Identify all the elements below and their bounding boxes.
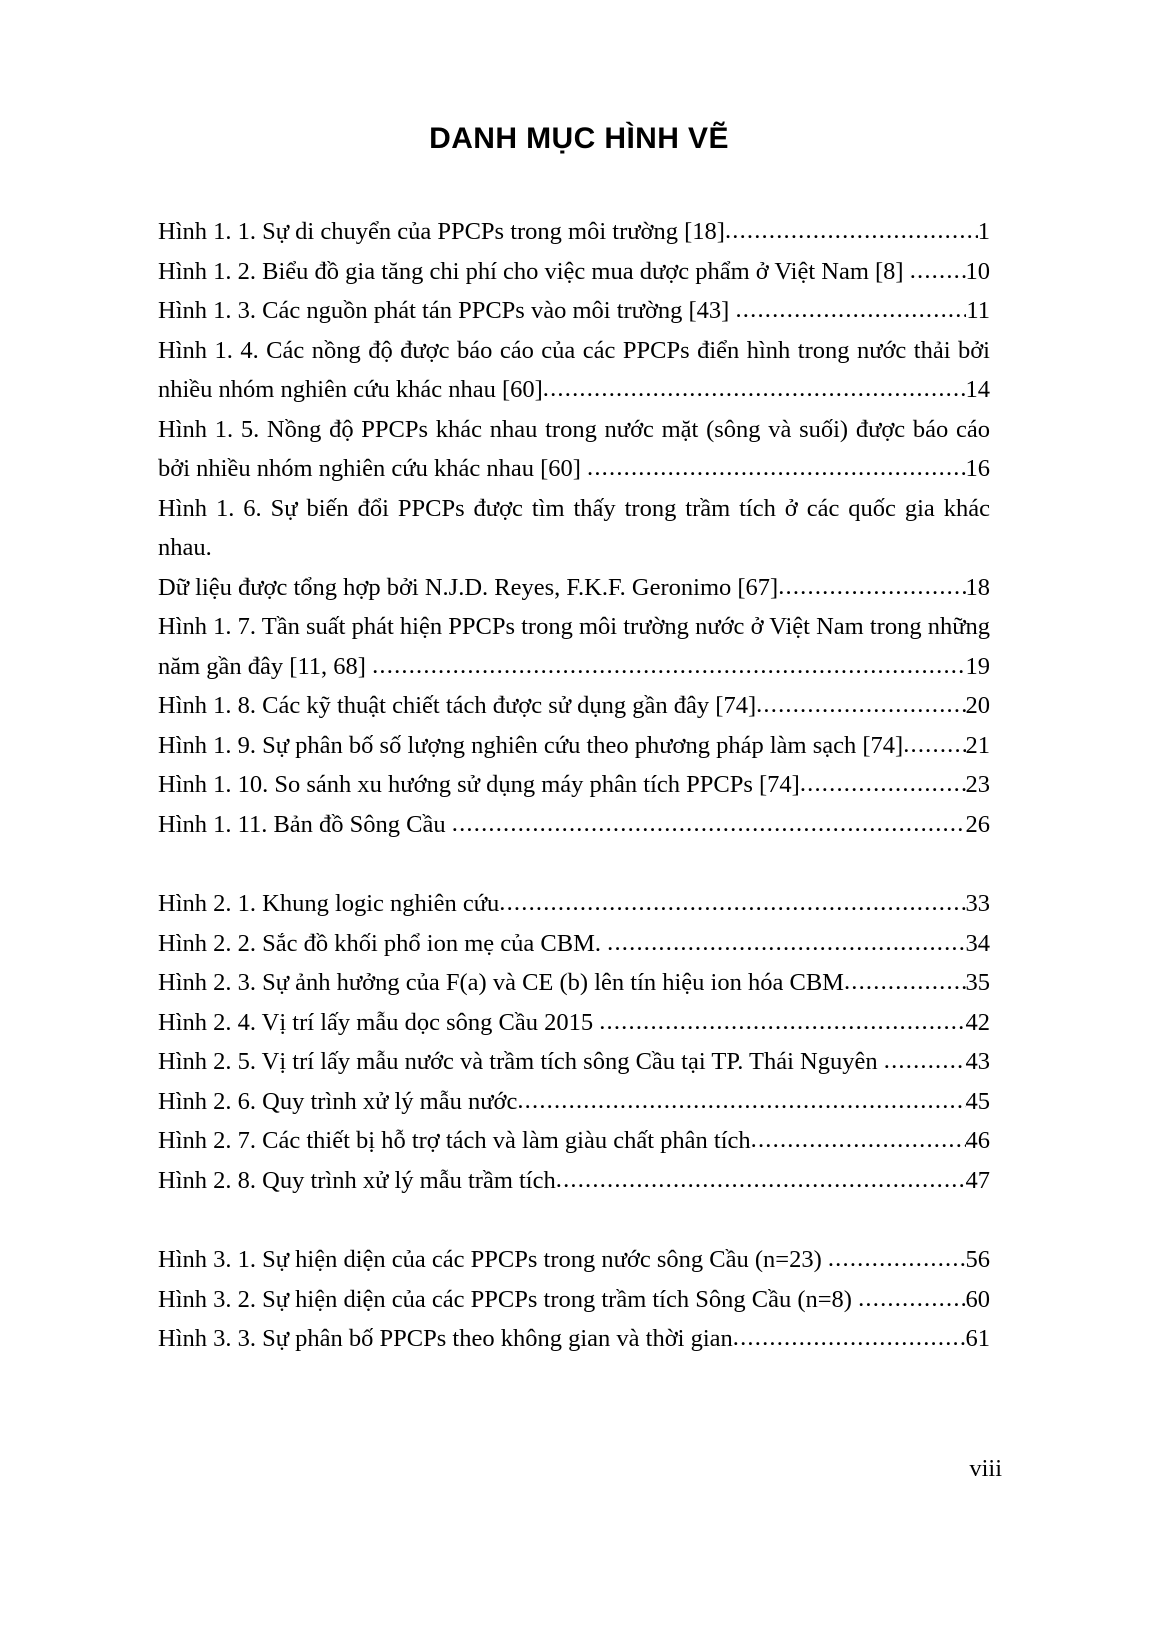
toc-entry[interactable]: Hình 1. 5. Nồng độ PPCPs khác nhau trong nước mặt (sông và suối) được báo cáo xyxy=(158,415,990,443)
toc-page-number: 33 xyxy=(965,890,990,917)
toc-entry-label: Hình 2. 6. Quy trình xử lý mẫu nước xyxy=(158,1087,518,1115)
toc-page-number: 35 xyxy=(965,969,990,996)
toc-entry-continuation[interactable] xyxy=(158,449,990,489)
toc-leader-dots xyxy=(800,764,966,804)
toc-leader-dots xyxy=(725,211,978,251)
toc-page-number: 11 xyxy=(966,297,990,324)
toc-entry-label: Hình 2. 8. Quy trình xử lý mẫu trầm tích xyxy=(158,1166,556,1194)
toc-leader-dots xyxy=(599,1002,965,1042)
toc-entry-label: Hình 1. 10. So sánh xu hướng sử dụng máy phân tích PPCPs [74] xyxy=(158,771,800,798)
list-of-figures xyxy=(158,212,990,1359)
toc-entry-label: Hình 3. 2. Sự hiện diện của các PPCPs trong trầm tích Sông Cầu (n=8) xyxy=(158,1285,859,1313)
toc-leader-dots xyxy=(499,883,965,923)
toc-entry[interactable] xyxy=(158,924,990,964)
toc-leader-dots xyxy=(517,1081,965,1121)
toc-entry-label: Hình 2. 1. Khung logic nghiên cứu xyxy=(158,890,500,917)
toc-page-number: 1 xyxy=(977,218,990,245)
toc-leader-dots xyxy=(543,369,966,409)
toc-entry-label: Hình 2. 2. Sắc đồ khối phổ ion mẹ của CBM. xyxy=(158,929,608,957)
toc-page-number: 26 xyxy=(965,810,990,838)
toc-leader-dots xyxy=(587,448,965,488)
toc-entry-label: Hình 2. 4. Vị trí lấy mẫu dọc sông Cầu 2015 xyxy=(158,1008,600,1036)
toc-entry[interactable]: Hình 1. 6. Sự biến đổi PPCPs được tìm thấy trong trầm tích ở các quốc gia khác nhau. xyxy=(158,494,990,561)
toc-page-number: 20 xyxy=(965,692,990,719)
toc-leader-dots xyxy=(844,962,966,1002)
toc-page-number: 60 xyxy=(965,1285,990,1313)
page-title: DANH MỤC HÌNH VẼ xyxy=(429,122,729,155)
toc-group-chapter-1 xyxy=(158,212,990,844)
toc-entry-label: Dữ liệu được tổng hợp bởi N.J.D. Reyes, F.K.F. Geronimo [67] xyxy=(158,573,779,601)
toc-leader-dots xyxy=(778,567,965,607)
toc-entry[interactable]: Hình 1. 7. Tần suất phát hiện PPCPs trong môi trường nước ở Việt Nam trong những xyxy=(158,613,990,640)
toc-entry[interactable] xyxy=(158,1240,990,1280)
toc-entry[interactable] xyxy=(158,884,990,924)
toc-page-number: 23 xyxy=(965,771,990,798)
page-folio: viii xyxy=(969,1455,1002,1482)
toc-entry-label: Hình 1. 11. Bản đồ Sông Cầu xyxy=(158,810,452,838)
toc-leader-dots xyxy=(556,1160,966,1200)
toc-leader-dots xyxy=(756,685,965,725)
toc-page-number: 56 xyxy=(965,1246,990,1273)
toc-leader-dots xyxy=(372,646,965,686)
toc-entry[interactable] xyxy=(158,1121,990,1161)
toc-entry-label: Hình 1. 8. Các kỹ thuật chiết tách được sử dụng gần đây [74] xyxy=(158,692,757,719)
toc-page-number: 46 xyxy=(965,1127,990,1154)
toc-entry-label: Hình 2. 3. Sự ảnh hưởng của F(a) và CE (b) lên tín hiệu ion hóa CBM xyxy=(158,969,844,996)
toc-page-number: 14 xyxy=(965,376,990,403)
toc-leader-dots xyxy=(903,725,965,765)
toc-entry[interactable] xyxy=(158,1319,990,1359)
toc-entry-label: Hình 3. 1. Sự hiện diện của các PPCPs trong nước sông Cầu (n=23) xyxy=(158,1246,828,1273)
toc-entry[interactable] xyxy=(158,686,990,726)
toc-entry[interactable] xyxy=(158,252,990,292)
toc-page-number: 18 xyxy=(965,573,990,601)
toc-entry-label: bởi nhiều nhóm nghiên cứu khác nhau [60] xyxy=(158,455,588,482)
toc-page-number: 10 xyxy=(965,257,990,285)
toc-entry-label: Hình 1. 9. Sự phân bố số lượng nghiên cứu theo phương pháp làm sạch [74] xyxy=(158,731,904,759)
toc-leader-dots xyxy=(910,251,966,291)
toc-entry[interactable] xyxy=(158,726,990,766)
toc-entry[interactable] xyxy=(158,963,990,1003)
toc-page-number: 45 xyxy=(965,1087,990,1115)
toc-entry[interactable] xyxy=(158,1042,990,1082)
toc-entry[interactable] xyxy=(158,1082,990,1122)
toc-page-number: 34 xyxy=(965,929,990,957)
toc-entry[interactable] xyxy=(158,1003,990,1043)
toc-entry[interactable] xyxy=(158,1280,990,1320)
toc-entry-continuation[interactable] xyxy=(158,647,990,687)
toc-group-chapter-2 xyxy=(158,884,990,1200)
toc-entry-label: nhiều nhóm nghiên cứu khác nhau [60] xyxy=(158,376,543,403)
group-spacer xyxy=(158,844,990,884)
toc-entry-label: năm gần đây [11, 68] xyxy=(158,652,373,680)
toc-leader-dots xyxy=(607,923,965,963)
toc-page-number: 16 xyxy=(965,455,990,482)
toc-entry-label: Hình 2. 7. Các thiết bị hỗ trợ tách và làm giàu chất phân tích xyxy=(158,1127,751,1154)
toc-entry[interactable] xyxy=(158,1161,990,1201)
toc-page-number: 42 xyxy=(965,1008,990,1036)
toc-entry[interactable] xyxy=(158,765,990,805)
group-spacer xyxy=(158,1200,990,1240)
toc-entry-label: Hình 1. 1. Sự di chuyển của PPCPs trong môi trường [18] xyxy=(158,218,725,245)
toc-leader-dots xyxy=(751,1120,966,1160)
toc-leader-dots xyxy=(828,1239,966,1279)
toc-entry[interactable] xyxy=(158,291,990,331)
toc-leader-dots xyxy=(733,1318,966,1358)
toc-page-number: 47 xyxy=(965,1166,990,1194)
toc-entry[interactable] xyxy=(158,212,990,252)
toc-leader-dots xyxy=(884,1041,966,1081)
toc-group-chapter-3 xyxy=(158,1240,990,1359)
toc-leader-dots xyxy=(452,804,966,844)
toc-entry-continuation[interactable] xyxy=(158,568,990,608)
toc-page-number: 61 xyxy=(965,1325,990,1352)
toc-leader-dots xyxy=(735,290,966,330)
toc-entry[interactable] xyxy=(158,805,990,845)
toc-entry-label: Hình 1. 2. Biểu đồ gia tăng chi phí cho việc mua dược phẩm ở Việt Nam [8] xyxy=(158,257,910,285)
toc-page-number: 19 xyxy=(965,652,990,680)
toc-page-number: 21 xyxy=(965,731,990,759)
toc-entry[interactable]: Hình 1. 4. Các nồng độ được báo cáo của các PPCPs điển hình trong nước thải bởi xyxy=(158,336,990,364)
toc-entry-label: Hình 3. 3. Sự phân bố PPCPs theo không gian và thời gian xyxy=(158,1325,733,1352)
toc-entry-label: Hình 2. 5. Vị trí lấy mẫu nước và trầm tích sông Cầu tại TP. Thái Nguyên xyxy=(158,1048,884,1075)
toc-entry-label: Hình 1. 3. Các nguồn phát tán PPCPs vào môi trường [43] xyxy=(158,297,736,324)
toc-leader-dots xyxy=(858,1279,965,1319)
toc-page-number: 43 xyxy=(965,1048,990,1075)
toc-entry-continuation[interactable] xyxy=(158,370,990,410)
